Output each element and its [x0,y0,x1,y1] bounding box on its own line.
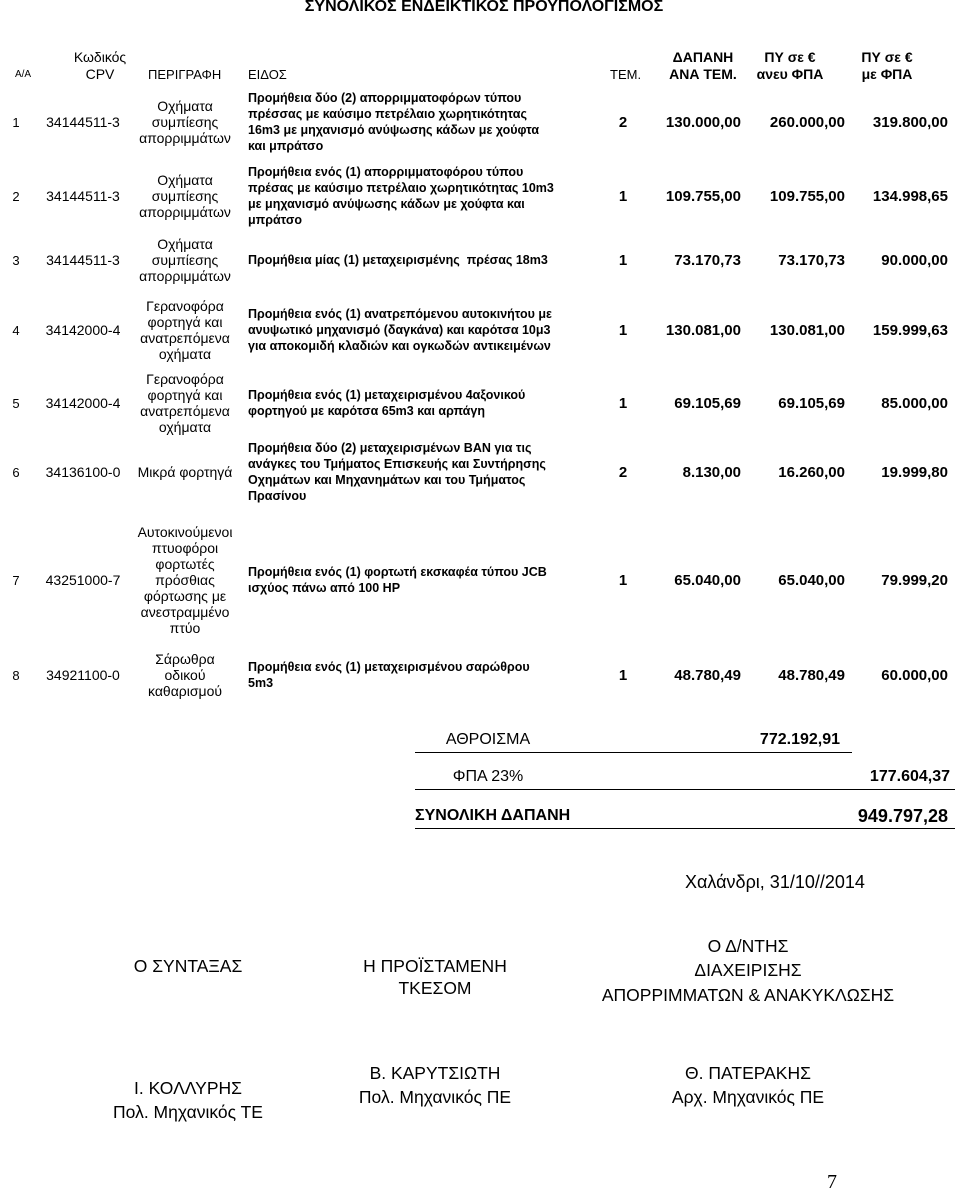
quantity: 1 [618,666,628,684]
unit-cost: 73.170,73 [674,251,741,269]
category-description: Οχήματα συμπίεσης απορριμμάτων [139,236,231,284]
signatory-role: Ο Δ/ΝΤΗΣ [707,936,789,956]
signatory-title: Πολ. Μηχανικός ΠΕ [358,1087,512,1107]
cpv-code: 34136100-0 [45,464,121,480]
place-date: Χαλάνδρι, 31/10//2014 [685,872,865,892]
unit-cost: 8.130,00 [682,463,741,481]
signatory-name: Β. ΚΑΡΥΤΣΙΩΤΗ [369,1063,501,1083]
cpv-code: 43251000-7 [45,572,121,588]
budget-incl-vat: 134.998,65 [872,187,948,205]
signatory-role: ΤΚΕΣΟΜ [398,978,472,998]
unit-cost: 65.040,00 [674,571,741,589]
cpv-code: 34142000-4 [45,395,121,411]
item-description: Προμήθεια ενός (1) ανατρεπόμενου αυτοκινήτου με ανυψωτικό μηχανισμό (δαγκάνα) και καρότσα 10μ3 για αποκομιδή κλαδιών και ογκωδών αντικειμένων [248,307,552,353]
cpv-code: 34921100-0 [46,667,120,683]
table-row [0,159,960,233]
quantity: 1 [618,321,628,339]
row-number: 6 [12,464,20,480]
signatory-title: Αρχ. Μηχανικός ΠΕ [671,1087,825,1107]
quantity: 1 [618,394,628,412]
unit-cost: 130.000,00 [665,113,741,131]
item-description: Προμήθεια δύο (2) απορριμματοφόρων τύπου πρέσσας με καύσιμο πετρέλαιο χωρητικότητας 16m3 με μηχανισμό ανύψωσης κάδων με χούφτα και μπράτσο [248,91,540,153]
budget-excl-vat: 65.040,00 [778,571,845,589]
signatory-role: Ο ΣΥΝΤΑΞΑΣ [133,956,243,976]
table-row [0,511,960,649]
document-title: ΣΥΝΟΛΙΚΟΣ ΕΝΔΕΙΚΤΙΚΟΣ ΠΡΟΥΠΟΛΟΓΙΣΜΟΣ [304,0,664,15]
totals-divider [415,828,955,829]
row-number: 3 [12,252,20,268]
item-description: Προμήθεια ενός (1) απορριμματοφόρου τύπου πρέσας με καύσιμο πετρέλαιο χωρητικότητας 10m3 με μηχανισμό ανύψωσης κάδων με χούφτα και μπράτσο [248,165,554,227]
row-number: 1 [12,114,20,130]
budget-excl-vat: 16.260,00 [778,463,845,481]
unit-cost: 109.755,00 [665,187,741,205]
signatory-role: ΔΙΑΧΕΙΡΙΣΗΣ [694,960,802,980]
totals-divider [415,789,955,790]
signatory-role: ΑΠΟΡΡΙΜΜΑΤΩΝ & ΑΝΑΚΥΚΛΩΣΗΣ [601,985,895,1005]
table-row [0,233,960,287]
category-description: Σάρωθρα οδικού καθαρισμού [147,651,223,699]
budget-excl-vat: 48.780,49 [778,666,845,684]
grand-total-label: ΣΥΝΟΛΙΚΗ ΔΑΠΑΝΗ [415,807,571,824]
table-row [0,287,960,373]
signatory-name: Ι. ΚΟΛΛΥΡΗΣ [134,1078,242,1098]
category-description: Οχήματα συμπίεσης απορριμμάτων [139,172,231,220]
category-description: Μικρά φορτηγά [137,464,233,480]
header-quantity: ΤΕΜ. [610,67,642,82]
header-description: ΠΕΡΙΓΡΑΦΗ [148,67,222,82]
cpv-code: 34144511-3 [46,188,120,204]
header-budget-incl-vat: ΠΥ σε € με ΦΠΑ [861,49,913,82]
quantity: 2 [618,463,628,481]
category-description: Αυτοκινούμενοι πτυοφόροι φορτωτές πρόσθιας φόρτωσης με ανεστραμμένο πτύο [137,524,233,636]
row-number: 8 [12,667,20,683]
subtotal-value: 772.192,91 [759,731,840,748]
totals-divider [415,752,852,753]
budget-incl-vat: 319.800,00 [872,113,948,131]
budget-excl-vat: 69.105,69 [778,394,845,412]
budget-incl-vat: 19.999,80 [881,463,948,481]
grand-total-value: 949.797,28 [857,806,948,826]
header-cpv-code: Κωδικός CPV [73,49,127,82]
header-budget-excl-vat: ΠΥ σε € ανευ ΦΠΑ [756,49,824,82]
unit-cost: 48.780,49 [674,666,741,684]
category-description: Οχήματα συμπίεσης απορριμμάτων [139,98,231,146]
budget-incl-vat: 90.000,00 [881,251,948,269]
quantity: 1 [618,251,628,269]
table-row [0,433,960,511]
item-description: Προμήθεια δύο (2) μεταχειρισμένων ΒΑΝ για τις ανάγκες του Τμήματος Επισκευής και Συντήρησης Οχημάτων και Μηχανημάτων και του Τμήματος Πρασίνου [248,441,546,503]
budget-excl-vat: 73.170,73 [778,251,845,269]
header-unit-cost: ΔΑΠΑΝΗ ΑΝΑ ΤΕΜ. [669,49,737,82]
table-row [0,373,960,433]
row-number: 5 [12,395,20,411]
row-number: 2 [12,188,20,204]
cpv-code: 34144511-3 [46,252,120,268]
subtotal-label: ΑΘΡΟΙΣΜΑ [445,731,531,748]
signatory-name: Θ. ΠΑΤΕΡΑΚΗΣ [685,1063,811,1083]
budget-excl-vat: 260.000,00 [769,113,845,131]
signatory-role: Η ΠΡΟΪΣΤΑΜΕΝΗ [363,956,507,976]
cpv-code: 34142000-4 [45,322,121,338]
signatory-title: Πολ. Μηχανικός ΤΕ [113,1102,263,1122]
category-description: Γερανοφόρα φορτηγά και ανατρεπόμενα οχήματα [140,371,230,435]
item-description: Προμήθεια ενός (1) μεταχειρισμένου σαρώθρου 5m3 [248,660,530,690]
vat-value: 177.604,37 [869,768,950,785]
quantity: 2 [618,113,628,131]
budget-incl-vat: 159.999,63 [872,321,948,339]
budget-incl-vat: 85.000,00 [881,394,948,412]
table-row [0,649,960,701]
item-description: Προμήθεια ενός (1) φορτωτή εκσκαφέα τύπου JCB ισχύος πάνω από 100 HP [248,565,547,595]
quantity: 1 [618,187,628,205]
item-description: Προμήθεια μίας (1) μεταχειρισμένης πρέσας 18m3 [248,253,548,267]
budget-excl-vat: 109.755,00 [769,187,845,205]
budget-incl-vat: 79.999,20 [881,571,948,589]
header-item: ΕΙΔΟΣ [248,67,287,82]
table-row [0,85,960,159]
row-number: 7 [12,572,20,588]
quantity: 1 [618,571,628,589]
category-description: Γερανοφόρα φορτηγά και ανατρεπόμενα οχήματα [140,298,230,362]
page-number: 7 [827,1171,837,1193]
header-aa: Α/Α [14,69,32,80]
item-description: Προμήθεια ενός (1) μεταχειρισμένου 4αξονικού φορτηγού με καρότσα 65m3 και αρπάγη [248,388,526,418]
unit-cost: 130.081,00 [665,321,741,339]
unit-cost: 69.105,69 [674,394,741,412]
vat-label: ΦΠΑ 23% [452,768,524,785]
row-number: 4 [12,322,20,338]
budget-incl-vat: 60.000,00 [881,666,948,684]
budget-excl-vat: 130.081,00 [769,321,845,339]
cpv-code: 34144511-3 [46,114,120,130]
